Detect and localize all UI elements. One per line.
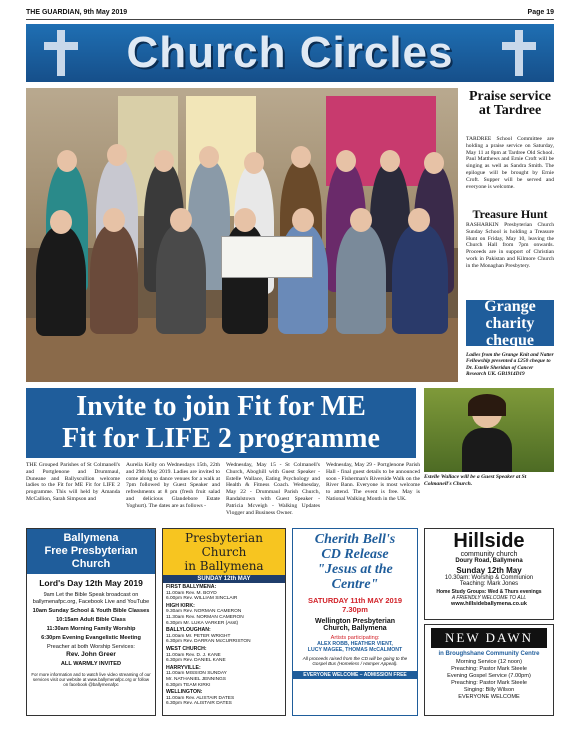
cross-icon	[40, 30, 82, 76]
service-row: 6.30pm TEAM KIRKI	[166, 682, 211, 688]
service-row: 11.30am Rev. NORMAN CAMERON	[166, 614, 244, 620]
publication-date: THE GUARDIAN, 9th May 2019	[26, 9, 128, 16]
estelle-photo	[424, 388, 554, 472]
estelle-caption: Estelle Wallace will be a Guest Speaker at St Colmanell's Church.	[424, 474, 527, 487]
service-row: 11.00am Mr. PETER WRIGHT	[166, 633, 231, 639]
praise-body: TARDREE School Committee are holding a praise service on Saturday, May 11 at 8pm at Tardree Old School. Paul Matthews and Ernie Croft will be singing as well as Sandra Smith. The epilogue will be brought by Ernie Croft. Supper will be served and everyone is welcome.	[466, 136, 554, 190]
group-photo	[26, 88, 458, 382]
invite-body	[26, 462, 420, 516]
church-name: HIGH KIRK:	[166, 602, 195, 609]
cd-release-ad: Cherith Bell's CD Release "Jesus at the Centre" SATURDAY 11th MAY 2019 7.30pm Wellington Presbyterian Church, Ballymena Artists participating: ALEX ROBB, HEATHER VIENT, LUCY MAGEE, THOMAS McCALMONT All proceeds raised from the CD will be going to the Gospel Bus (Homeless / Hamper Appeal). EVERYONE WELCOME – ADMISSION FREE	[292, 528, 418, 716]
service-row: 11.00am Rev. M. BOYD	[166, 590, 217, 596]
invite-col: THE Grouped Parishes of St Colmanell's and Portglenone and Drummaul, Duneane and Ballyscullion welcome ladies to the Fit for ME Fit for LIFE 2 programme. This will held by Amanda McCallion, Sarah Simpson and	[26, 462, 120, 502]
service-row: 6.30pm Rev. DARRAN McCURRISTON	[166, 639, 251, 645]
service-row: 11.00am MISSION SUNDAY	[166, 671, 227, 677]
page-number: Page 19	[527, 9, 554, 16]
grange-heading: Grange charity cheque	[466, 300, 554, 346]
invite-col: Wednesday, May 29 - Portglenone Parish Hall - final guest details to be announced soon - Fisherman's Riverside Walk on the River Bann. Everyone is most welcome to attend. The event is free. May is National Walking Month in the UK.	[326, 462, 420, 502]
ad1-date: Lord's Day 12th May 2019	[39, 578, 143, 588]
service-row: 6.30pm Rev. ALISTAIR DATES	[166, 701, 232, 707]
treasure-body: RASHARKIN Presbyterian Church Sunday School is holding a Treasure Hunt on Friday, May 10, leaving the Church Hall from 7pm onwards. Proceeds are in support of Christian work in Pakistan and Kilmore Church in the Monaghan Presbytery.	[466, 222, 554, 269]
new-dawn-ad: NEW DAWN in Broughshane Community Centre Morning Service (12 noon) Preaching: Pastor Mark Steele Evening Gospel Service (7.00pm) Preaching: Pastor Mark Steele Singing: Billy Wilson EVERYONE WELCOME	[424, 624, 554, 716]
praise-heading: Praise service at Tardree	[468, 89, 551, 118]
church-name: WEST CHURCH:	[166, 645, 207, 652]
church-name: WELLINGTON:	[166, 689, 203, 696]
page-header	[26, 6, 554, 20]
cheque-prop	[221, 236, 313, 278]
church-name: FIRST BALLYMENA:	[166, 584, 217, 590]
service-row: 6.30pm Rev. DANIEL KANE	[166, 658, 226, 664]
hillside-ad: Hillside community church Doury Road, Ballymena Sunday 12th May 10.30am: Worship & Communion Teaching: Mark Jones Home Study Groups: Wed & Thurs evenings A FRIENDLY WELCOME TO ALL www.hillsideballymena.co.uk	[424, 528, 554, 620]
cross-icon	[498, 30, 540, 76]
new-dawn-logo: NEW DAWN	[431, 628, 547, 648]
service-row: 6.00pm Rev. WILLIAM SINCLAIR	[166, 596, 238, 602]
section-banner	[26, 24, 554, 82]
service-row: 11.00am Rev. ALISTAIR DATES	[166, 695, 235, 701]
service-row: 11.00am Rev. D. J. KANE	[166, 652, 221, 658]
church-name: BALLYLOUGHAN:	[166, 627, 211, 634]
church-name: HARRYVILLE:	[166, 664, 201, 671]
presbyterian-ballymena-ad: Presbyterian Church in Ballymena SUNDAY 12th MAY FIRST BALLYMENA: 11.00am Rev. M. BOYD 6.00pm Rev. WILLIAM SINCLAIR HIGH KIRK: 9.30am Rev. NORMAN CAMERON 11.30am Rev. NORMAN CAMERON 6.30pm Mr. LUKA VARKER (Asst) BALLYLOUGHAN: 11.00am Mr. PETER WRIGHT 6.30pm Rev. DARRAN McCURRISTON WEST CHURCH: 11.00am Rev. D. J. KANE 6.30pm Rev. DANIEL KANE HARRYVILLE: 11.00am MISSION SUNDAY Mr. NATHANIEL JENNINGS 6.30pm TEAM KIRKI WELLINGTON: 11.00am Rev. ALISTAIR DATES 6.30pm Rev. ALISTAIR DATES	[162, 528, 286, 716]
photo-caption: Ladies from the Grange Knit and Natter Fellowship presented a £250 cheque to Dr. Estelle Sheridan of Cancer Research UK. GB1914D19	[466, 352, 554, 378]
treasure-heading: Treasure Hunt	[472, 207, 548, 221]
hillside-logo: Hillside	[453, 530, 525, 552]
service-row: Mr. NATHANIEL JENNINGS	[166, 676, 226, 682]
invite-line-2: Fit for LIFE 2 programme	[62, 423, 380, 454]
ballymena-fpc-ad: Ballymena Free Presbyterian Church Lord's Day 12th May 2019 9am Let the Bible Speak broadcast on ballymenafpc.org, Facebook Live and YouTube 10am Sunday School & Youth Bible Classes 10:15am Adult Bible Class 11:30am Morning Family Worship 6:30pm Evening Evangelistic Meeting Preacher at both Worship Services: Rev. John Greer ALL WARMLY INVITED For more information and to watch live video streaming of our services visit our website at www.ballymenafpc.org or follow on facebook @ballymenafpc	[26, 528, 156, 716]
invite-headline	[26, 388, 416, 458]
invite-line-1: Invite to join Fit for ME	[76, 391, 366, 422]
section-title: Church Circles	[126, 28, 454, 77]
service-row: 6.30pm Mr. LUKA VARKER (Asst)	[166, 620, 239, 626]
invite-col: Aurelia Kelly on Wednesdays 15th, 22th and 29th May 2019. Ladies are invited to come along to dance venues for a walk at 7pm followed by Guest Speaker and refreshments at 8 pm (fresh fruit salad and delicious Glandebore Estate Yoghurt). The dates are as follows -	[126, 462, 220, 509]
service-row: 9.30am Rev. NORMAN CAMERON	[166, 609, 242, 615]
invite-col: Wednesday, May 15 - St Colmanell's Church, Aboghill with Guest Speaker - Estelle Wallace, Eating Psychology and Health & Fitness Coach. Wednesday, May 22 - Drummaul Parish Church, Randalstown with Guest Speaker - Patricia Mcveigh - Walking Updates Vlogger and Business Owner.	[226, 462, 320, 516]
